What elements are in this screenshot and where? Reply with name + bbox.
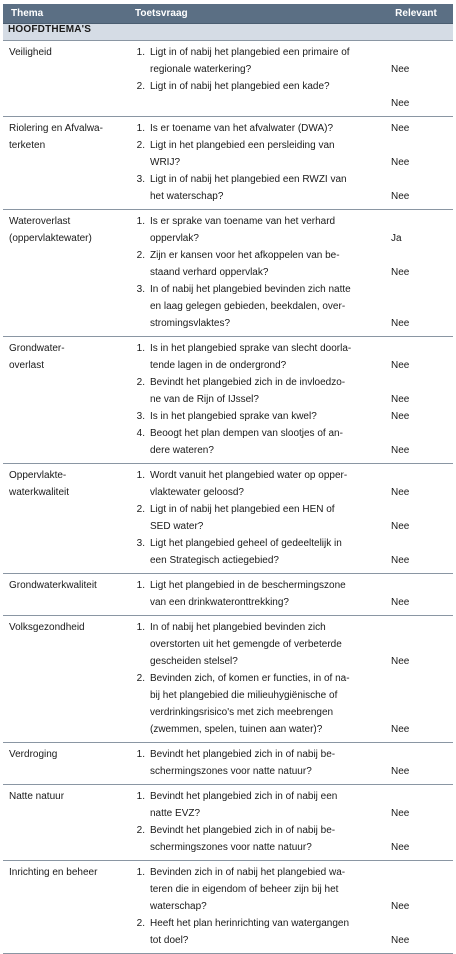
question-number: 2.: [136, 377, 145, 388]
question-number: 2.: [136, 81, 145, 92]
question-number: 1.: [136, 47, 145, 58]
relevant-value: [391, 577, 449, 594]
relevant-value: Nee: [391, 901, 410, 912]
question-number: 2.: [136, 918, 145, 929]
question-number: [127, 298, 150, 315]
relevant-value: [391, 915, 449, 932]
question-number: 1.: [136, 749, 145, 760]
question-line: [127, 577, 377, 594]
theme-line: Grondwaterkwaliteit: [9, 580, 97, 591]
question-text: Bevindt het plangebied zich in de invloedzo-: [150, 377, 346, 388]
relevant-value: Nee: [391, 157, 410, 168]
relevant-cell: [379, 785, 453, 861]
question-text: In of nabij het plangebied bevinden zich: [150, 622, 326, 633]
question-number: 1.: [136, 867, 145, 878]
header-toetsvraag: Toetsvraag: [127, 4, 379, 24]
question-text: Bevindt het plangebied zich in of nabij be-: [150, 825, 336, 836]
question-text: verdrinkingsrisico's met zich meebrengen: [150, 707, 334, 718]
question-line: [127, 44, 377, 61]
relevant-cell: [379, 861, 453, 954]
question-number: [127, 264, 150, 281]
question-text: natte EVZ?: [150, 808, 201, 819]
question-number: 3.: [136, 411, 145, 422]
theme-line: overlast: [9, 360, 45, 371]
question-number: [127, 315, 150, 332]
question-number: 1.: [136, 622, 145, 633]
table-row: [3, 861, 453, 954]
question-text: oppervlak?: [150, 233, 199, 244]
question-line: [127, 805, 377, 822]
relevant-value: [391, 44, 449, 61]
relevant-value: [391, 425, 449, 442]
question-number: [127, 704, 150, 721]
question-number: [127, 687, 150, 704]
question-text: tende lagen in de ondergrond?: [150, 360, 287, 371]
relevant-value: [391, 670, 449, 687]
question-line: [127, 518, 377, 535]
relevant-value: Nee: [391, 64, 410, 75]
relevant-value: [391, 467, 449, 484]
question-number: 1.: [136, 580, 145, 591]
relevant-cell: [379, 574, 453, 616]
table-body: [3, 24, 453, 954]
question-number: [127, 188, 150, 205]
question-number: [127, 484, 150, 501]
question-line: [127, 391, 377, 408]
question-line: [127, 594, 377, 611]
question-line: [127, 213, 377, 230]
relevant-cell: [379, 743, 453, 785]
question-cell: [127, 464, 379, 574]
question-number: [127, 230, 150, 247]
relevant-value: Nee: [391, 191, 410, 202]
question-line: [127, 721, 377, 738]
relevant-value: [391, 247, 449, 264]
question-text: Ligt het plangebied geheel of gedeeltelijk in: [150, 538, 342, 549]
relevant-value: [391, 298, 449, 315]
question-number: [127, 61, 150, 78]
relevant-value: [391, 501, 449, 518]
question-line: [127, 670, 377, 687]
theme-line: Natte natuur: [9, 791, 65, 802]
table-row: [3, 41, 453, 117]
question-cell: [127, 210, 379, 337]
question-line: [127, 788, 377, 805]
question-text: schermingszones voor natte natuur?: [150, 766, 312, 777]
question-line: [127, 822, 377, 839]
relevant-value: [391, 213, 449, 230]
question-line: [127, 425, 377, 442]
question-text: Is er toename van het afvalwater (DWA)?: [150, 123, 334, 134]
theme-cell: [3, 337, 127, 464]
question-line: [127, 839, 377, 856]
question-cell: [127, 743, 379, 785]
question-text: Ligt in of nabij het plangebied een HEN of: [150, 504, 335, 515]
question-line: [127, 704, 377, 721]
question-cell: [127, 785, 379, 861]
relevant-value: Nee: [391, 521, 410, 532]
header-relevant: Relevant: [379, 4, 453, 24]
theme-cell: [3, 743, 127, 785]
theme-line: Oppervlakte-: [9, 470, 67, 481]
question-text: Zijn er kansen voor het afkoppelen van be-: [150, 250, 340, 261]
question-line: [127, 653, 377, 670]
question-line: [127, 915, 377, 932]
question-text: teren die in eigendom of beheer zijn bij het: [150, 884, 339, 895]
question-text: schermingszones voor natte natuur?: [150, 842, 312, 853]
relevant-cell: [379, 616, 453, 743]
question-number: [127, 881, 150, 898]
relevant-value: [391, 746, 449, 763]
question-line: [127, 120, 377, 137]
question-line: [127, 61, 377, 78]
question-text: ne van de Rijn of IJssel?: [150, 394, 259, 405]
table-row: [3, 337, 453, 464]
question-number: 2.: [136, 140, 145, 151]
relevant-value: Nee: [391, 123, 410, 134]
question-line: [127, 357, 377, 374]
relevant-cell: [379, 117, 453, 210]
relevant-value: Ja: [391, 233, 402, 244]
theme-cell: [3, 41, 127, 117]
theme-line: Wateroverlast: [9, 216, 71, 227]
question-line: [127, 137, 377, 154]
question-number: [127, 442, 150, 459]
theme-cell: [3, 785, 127, 861]
header-thema: Thema: [3, 4, 127, 24]
question-line: [127, 552, 377, 569]
question-number: [127, 653, 150, 670]
question-line: [127, 687, 377, 704]
question-text: Bevindt het plangebied zich in of nabij een: [150, 791, 338, 802]
question-line: [127, 171, 377, 188]
question-text: stromingsvlaktes?: [150, 318, 231, 329]
question-number: 1.: [136, 216, 145, 227]
table-row: [3, 464, 453, 574]
question-line: [127, 746, 377, 763]
question-number: [127, 636, 150, 653]
question-number: [127, 154, 150, 171]
question-line: [127, 442, 377, 459]
question-number: [127, 594, 150, 611]
relevant-value: Nee: [391, 724, 410, 735]
question-cell: [127, 337, 379, 464]
question-number: [127, 552, 150, 569]
theme-cell: [3, 117, 127, 210]
theme-cell: [3, 616, 127, 743]
question-text: Is er sprake van toename van het verhard: [150, 216, 336, 227]
question-number: [127, 357, 150, 374]
question-number: [127, 721, 150, 738]
relevant-value: Nee: [391, 842, 410, 853]
question-number: 1.: [136, 343, 145, 354]
question-line: [127, 154, 377, 171]
relevant-value: [391, 535, 449, 552]
relevant-value: [391, 636, 449, 653]
relevant-value: [391, 374, 449, 391]
relevant-value: Nee: [391, 808, 410, 819]
question-number: 3.: [136, 284, 145, 295]
question-line: [127, 230, 377, 247]
question-line: [127, 619, 377, 636]
theme-line: waterkwaliteit: [9, 487, 70, 498]
relevant-value: Nee: [391, 411, 410, 422]
relevant-cell: [379, 41, 453, 117]
question-line: [127, 898, 377, 915]
question-text: WRIJ?: [150, 157, 180, 168]
question-text: Ligt in of nabij het plangebied een primaire of: [150, 47, 350, 58]
question-text: Ligt in of nabij het plangebied een RWZI van: [150, 174, 347, 185]
question-line: [127, 932, 377, 949]
question-line: [127, 340, 377, 357]
question-line: [127, 535, 377, 552]
header-row: [3, 4, 453, 24]
relevant-value: Nee: [391, 656, 410, 667]
question-text: Bevinden zich in of nabij het plangebied wa-: [150, 867, 346, 878]
table-row: [3, 785, 453, 861]
relevant-value: Nee: [391, 487, 410, 498]
question-number: 2.: [136, 250, 145, 261]
question-number: 3.: [136, 538, 145, 549]
question-text: Heeft het plan herinrichting van watergangen: [150, 918, 350, 929]
theme-line: terketen: [9, 140, 46, 151]
relevant-cell: [379, 210, 453, 337]
question-line: [127, 636, 377, 653]
section-title: HOOFDTHEMA'S: [3, 24, 453, 41]
question-text: overstorten uit het gemengde of verbeterde: [150, 639, 342, 650]
relevant-value: [391, 340, 449, 357]
relevant-value: Nee: [391, 318, 410, 329]
question-cell: [127, 616, 379, 743]
question-line: [127, 881, 377, 898]
question-number: [127, 839, 150, 856]
table-row: [3, 574, 453, 616]
theme-line: Grondwater-: [9, 343, 65, 354]
relevant-value: Nee: [391, 597, 410, 608]
table-row: [3, 210, 453, 337]
theme-cell: [3, 861, 127, 954]
theme-cell: [3, 574, 127, 616]
theme-cell: [3, 464, 127, 574]
theme-line: Verdroging: [9, 749, 58, 760]
theme-line: Volksgezondheid: [9, 622, 85, 633]
toets-table: [3, 4, 453, 954]
question-number: 2.: [136, 825, 145, 836]
relevant-value: [391, 881, 449, 898]
question-number: [127, 932, 150, 949]
question-line: [127, 484, 377, 501]
theme-cell: [3, 210, 127, 337]
question-text: en laag gelegen gebieden, beekdalen, over-: [150, 301, 346, 312]
relevant-value: Nee: [391, 394, 410, 405]
question-number: 2.: [136, 673, 145, 684]
question-line: [127, 188, 377, 205]
relevant-value: [391, 864, 449, 881]
question-text: Bevinden zich, of komen er functies, in of na-: [150, 673, 350, 684]
question-line: [127, 763, 377, 780]
question-number: 3.: [136, 174, 145, 185]
question-line: [127, 501, 377, 518]
question-text: Bevindt het plangebied zich in of nabij be-: [150, 749, 336, 760]
question-number: 1.: [136, 791, 145, 802]
question-number: [127, 805, 150, 822]
question-number: [127, 391, 150, 408]
relevant-value: [391, 788, 449, 805]
relevant-cell: [379, 337, 453, 464]
theme-line: (oppervlaktewater): [9, 233, 92, 244]
question-text: het waterschap?: [150, 191, 224, 202]
question-number: [127, 518, 150, 535]
question-text: vlaktewater geloosd?: [150, 487, 244, 498]
question-text: Wordt vanuit het plangebied water op opper-: [150, 470, 348, 481]
question-text: SED water?: [150, 521, 204, 532]
question-line: [127, 264, 377, 281]
relevant-value: [391, 281, 449, 298]
relevant-value: [391, 137, 449, 154]
question-number: [127, 898, 150, 915]
question-cell: [127, 117, 379, 210]
relevant-value: [391, 171, 449, 188]
relevant-value: Nee: [391, 98, 410, 109]
question-text: tot doel?: [150, 935, 189, 946]
question-line: [127, 298, 377, 315]
question-line: [127, 281, 377, 298]
question-line: [127, 78, 377, 95]
section-row: [3, 24, 453, 41]
question-cell: [127, 861, 379, 954]
question-line: [127, 408, 377, 425]
question-text: In of nabij het plangebied bevinden zich natte: [150, 284, 351, 295]
relevant-value: [391, 78, 449, 95]
relevant-value: Nee: [391, 360, 410, 371]
relevant-value: [391, 704, 449, 721]
question-text: Ligt in het plangebied een persleiding van: [150, 140, 335, 151]
question-text: Is in het plangebied sprake van slecht doorla-: [150, 343, 352, 354]
question-text: Ligt in of nabij het plangebied een kade?: [150, 81, 330, 92]
question-number: 1.: [136, 123, 145, 134]
question-text: dere wateren?: [150, 445, 214, 456]
relevant-cell: [379, 464, 453, 574]
relevant-value: Nee: [391, 267, 410, 278]
question-text: bij het plangebied die milieuhygiënische of: [150, 690, 338, 701]
theme-line: Riolering en Afvalwa-: [9, 123, 103, 134]
question-text: een Strategisch actiegebied?: [150, 555, 279, 566]
question-cell: [127, 41, 379, 117]
theme-line: Inrichting en beheer: [9, 867, 98, 878]
question-text: van een drinkwateronttrekking?: [150, 597, 289, 608]
table-row: [3, 117, 453, 210]
relevant-value: Nee: [391, 766, 410, 777]
relevant-value: [391, 619, 449, 636]
question-text: gescheiden stelsel?: [150, 656, 238, 667]
question-text: staand verhard oppervlak?: [150, 267, 269, 278]
relevant-value: [391, 687, 449, 704]
question-line: [127, 864, 377, 881]
question-text: Is in het plangebied sprake van kwel?: [150, 411, 317, 422]
question-line: [127, 315, 377, 332]
question-number: [127, 763, 150, 780]
theme-line: Veiligheid: [9, 47, 52, 58]
question-text: Ligt het plangebied in de beschermingszone: [150, 580, 346, 591]
question-line: [127, 247, 377, 264]
question-text: (zwemmen, spelen, tuinen aan water)?: [150, 724, 323, 735]
question-number: 1.: [136, 470, 145, 481]
question-text: Beoogt het plan dempen van slootjes of an-: [150, 428, 343, 439]
relevant-value: [391, 822, 449, 839]
relevant-value: Nee: [391, 935, 410, 946]
table-row: [3, 743, 453, 785]
relevant-value: Nee: [391, 445, 410, 456]
question-line: [127, 374, 377, 391]
relevant-value: Nee: [391, 555, 410, 566]
question-line: [127, 467, 377, 484]
question-text: regionale waterkering?: [150, 64, 252, 75]
table-row: [3, 616, 453, 743]
question-number: 4.: [136, 428, 145, 439]
question-text: waterschap?: [150, 901, 207, 912]
question-number: 2.: [136, 504, 145, 515]
question-cell: [127, 574, 379, 616]
